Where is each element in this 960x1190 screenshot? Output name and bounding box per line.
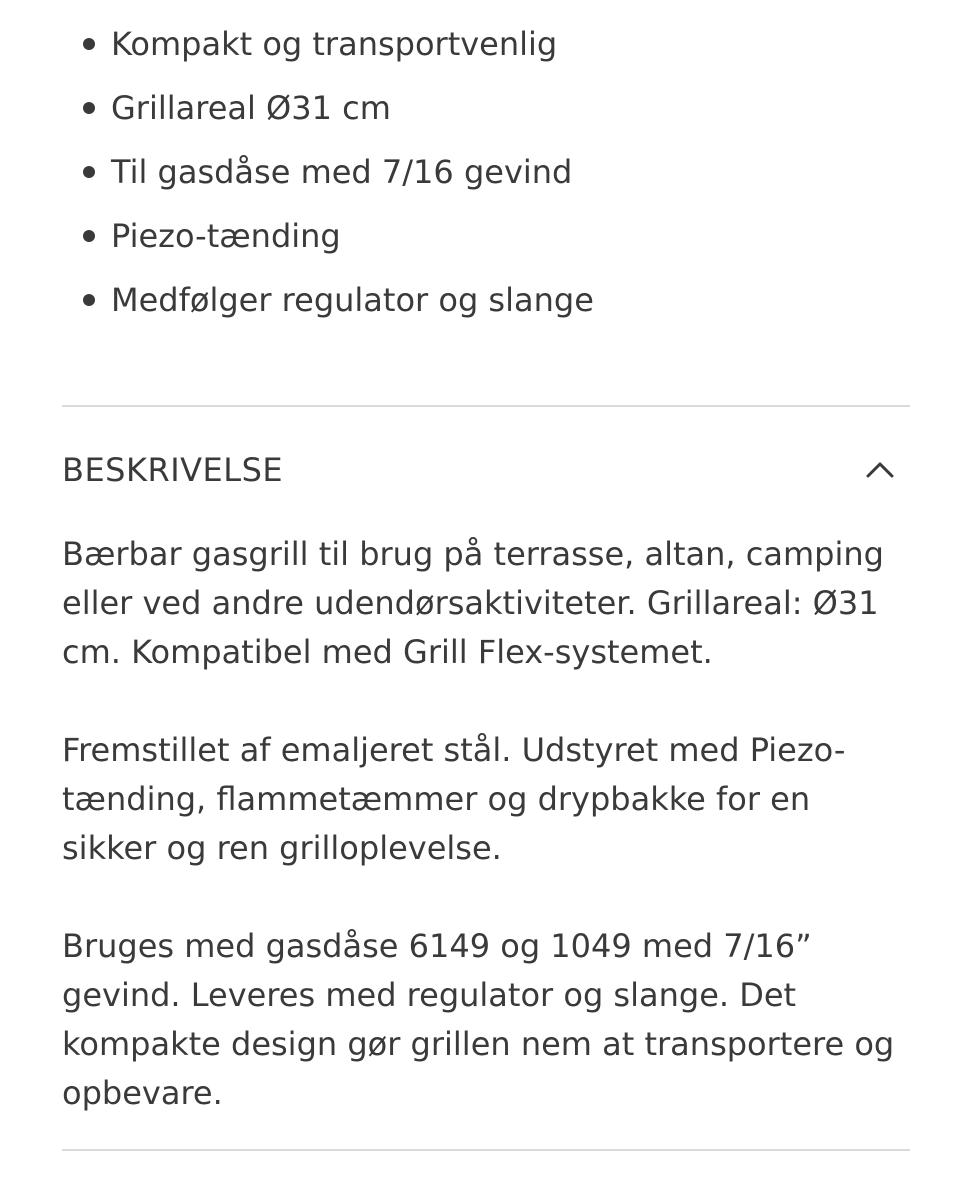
description-paragraph: Fremstillet af emaljeret stål. Udstyret med Piezo-tænding, flammetæmmer og drypbakke for en sikker og ren grilloplevelse. [62, 731, 846, 867]
bullet-icon [83, 38, 95, 50]
feature-list-item [62, 204, 910, 268]
description-accordion-header[interactable] [62, 440, 910, 500]
bullet-icon [83, 230, 95, 242]
feature-text: Medfølger regulator og slange [111, 281, 594, 319]
feature-text: Grillareal Ø31 cm [111, 89, 391, 127]
bullet-icon [83, 294, 95, 306]
feature-list-item [62, 140, 910, 204]
feature-list [62, 12, 910, 332]
feature-list-item [62, 76, 910, 140]
section-divider-top [62, 405, 910, 407]
bullet-icon [83, 166, 95, 178]
section-divider-bottom [62, 1149, 910, 1151]
feature-list-item [62, 268, 910, 332]
bullet-icon [83, 102, 95, 114]
feature-text: Piezo-tænding [111, 217, 341, 255]
feature-list-item [62, 12, 910, 76]
feature-text: Kompakt og transportvenlig [111, 25, 558, 63]
feature-text: Til gasdåse med 7/16 gevind [111, 153, 573, 191]
description-paragraph: Bærbar gasgrill til brug på terrasse, altan, camping eller ved andre udendørsaktiviteter. Grillareal: Ø31 cm. Kompatibel med Grill Flex-systemet. [62, 535, 884, 671]
chevron-up-icon[interactable] [864, 456, 896, 484]
description-paragraph: Bruges med gasdåse 6149 og 1049 med 7/16” gevind. Leveres med regulator og slange. Det kompakte design gør grillen nem at transportere og opbevare. [62, 927, 895, 1112]
description-content [62, 530, 912, 1167]
section-title: BESKRIVELSE [62, 451, 284, 489]
